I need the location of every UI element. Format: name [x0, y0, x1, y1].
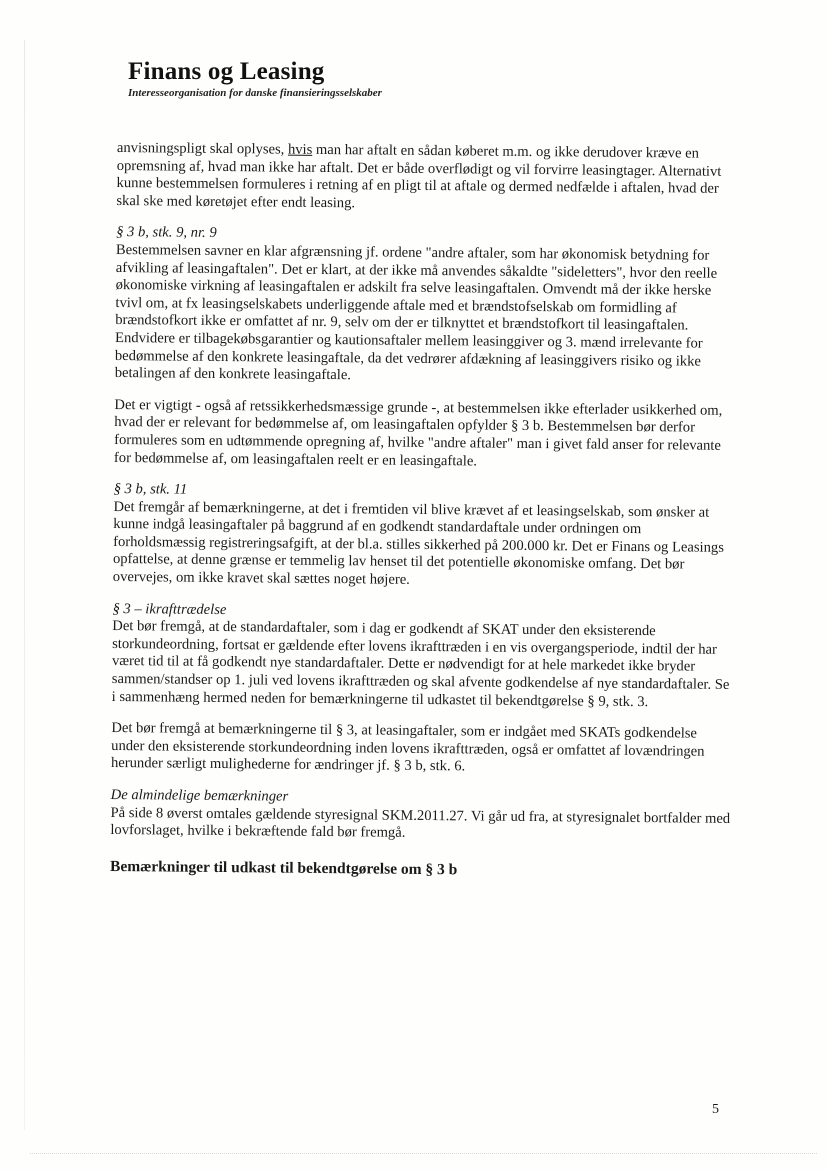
section-heading: § 3 b, stk. 11: [113, 481, 188, 498]
section-paragraph: Det er vigtigt - også af retssikkerhedsmæssige grunde -, at bestemmelsen ikke efterlader usikkerhed om, hvad der er relevant for bedømmelse af, om leasingaftalen opfylder § 3 b. Bestemmelsen bør derfor formuleres som en udtømmende opregning af, hvilke "andre aftaler" man i givet fald anser for relevante for bedømmelse af, om leasingaftalen reelt er en leasingaftale.: [113, 396, 723, 469]
intro-underlined: hvis: [287, 141, 313, 158]
intro-pre: anvisningspligt skal oplyses,: [116, 140, 289, 158]
intro-paragraph: [116, 140, 737, 216]
section-paragraph: Det bør fremgå at bemærkningerne til § 3, at leasingaftaler, som er indgået med SKATs godkendelse under den eksisterende storkundeordning inden lovens ikrafttræden, også er omfattet af lovændringen herunder særligt mulighederne for ændringer jf. § 3 b, stk. 6.: [110, 720, 705, 775]
intro-post: man har aftalt en sådan køberet m.m. og ikke derudover kræve en opremsning af, hvad man ikke har aftalt. Det er både overflødigt og vil forvirre leasingtager. Alternativt kunne bestemmelsen formuleres i retning af en pligt til at aftale og dermed nedfælde i aftalen, hvad der skal ske med køretøjet efter endt leasing.: [116, 141, 722, 212]
section-heading: De almindelige bemærkninger: [110, 786, 289, 805]
section-paragraph: Bestemmelsen savner en klar afgrænsning jf. ordene "andre aftaler, som har økonomisk betydning for afvikling af leasingaftalen". Det er klart, at der ikke må anvendes såkaldte "sideletters", hvor den reelle økonomiske virkning af leasingaftalen er adskilt fra selve leasingaftalen. Omvendt må der ikke herske tvivl om, at fx leasingselskabets underliggende aftale med et brændstofselskab om formidling af brændstofkort ikke er omfattet af nr. 9, selv om der er tilknyttet et brændstofkort til leasingaftalen. Endvidere er tilbagekøbsgarantier og kautionsaftaler mellem leasinggiver og 3. mænd irrelevante for bedømmelse af den konkrete leasingaftale, da det vedrører afdækning af leasinggivers risiko og ikke betalingen af den konkrete leasingaftale.: [114, 241, 718, 384]
section-heading: § 3 – ikrafttrædelse: [112, 600, 227, 618]
section-ikrafttraedelse: [111, 601, 733, 779]
closing-heading: Bemærkninger til udkast til bekendtgørelse om § 3 b: [109, 857, 458, 879]
section-3b-stk11: [113, 481, 734, 593]
body-text: [110, 140, 737, 897]
scan-edge-bottom: [30, 1152, 817, 1154]
page-number: 5: [712, 1102, 719, 1117]
section-paragraph: Det bør fremgå, at de standardaftaler, som i dag er godkendt af SKAT under den eksisterende storkundeordning, fortsat er gældende efter lovens ikrafttræden i en vis overgangsperiode, indtil der har været tid til at få godkendt nye standardaftaler. Dette er nødvendigt for at hele markedet ikke bryder sammen/standser op 1. juli ved lovens ikrafttræden og skal afvente godkendelse af nye standardaftaler. Se i sammenhæng hermed neden for bemærkningerne til udkastet til bekendtgørelse § 9, stk. 3.: [111, 618, 730, 710]
letterhead: [128, 58, 382, 99]
section-3b-stk9: [114, 224, 736, 473]
section-heading: § 3 b, stk. 9, nr. 9: [116, 224, 217, 242]
org-name: Finans og Leasing: [128, 58, 325, 85]
section-paragraph: På side 8 øverst omtales gældende styresignal SKM.2011.27. Vi går ud fra, at styresignalet bortfalder med lovforslaget, hvilke i bekræftende fald bør fremgå.: [110, 804, 731, 841]
scan-edge-left: [24, 40, 25, 1130]
section-paragraph: Det fremgår af bemærkningerne, at det i fremtiden vil blive krævet af et leasingselskab, som ønsker at kunne indgå leasingaftaler på baggrund af en godkendt standardaftale under ordningen om forholdsmæssig registreringsafgift, at der bl.a. stilles sikkerhed på 200.000 kr. Det er Finans og Leasings opfattelse, at denne grænse er temmelig lav henset til det potentielle økonomiske omfang. Det bør overvejes, om ikke kravet skal sættes noget højere.: [112, 498, 725, 588]
section-almindelige-bemaerkninger: [110, 787, 730, 846]
org-tagline: Interesseorganisation for danske finansieringsselskaber: [128, 87, 382, 99]
